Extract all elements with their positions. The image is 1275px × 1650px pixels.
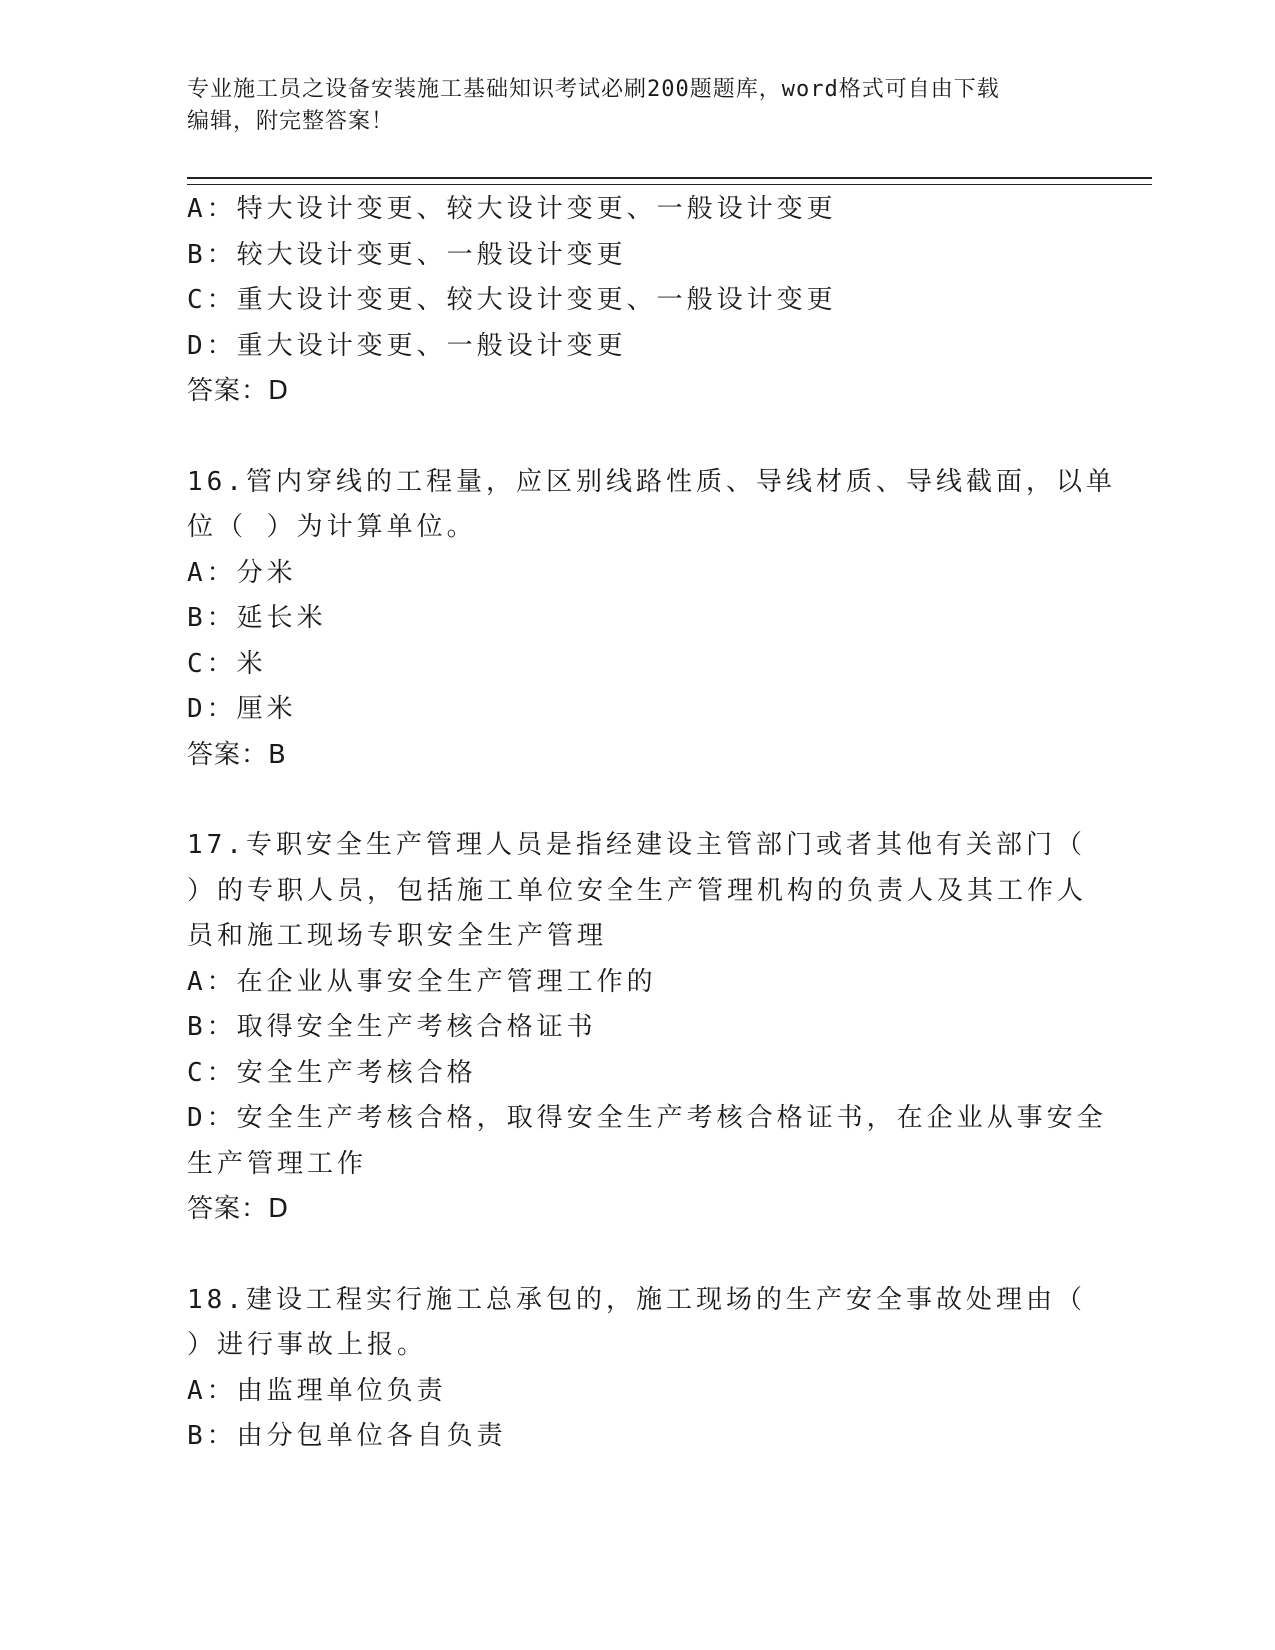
question-15 (187, 187, 1147, 415)
question-16 (187, 460, 1147, 779)
header-divider (187, 177, 1152, 185)
option-c: C：安全生产考核合格 (187, 1057, 477, 1088)
option-d: D：安全生产考核合格，取得安全生产考核合格证书，在企业从事安全 (187, 1103, 1107, 1133)
question-stem-line: 位（ ）为计算单位。 (187, 512, 477, 542)
question-stem-line: 16.管内穿线的工程量，应区别线路性质、导线材质、导线截面，以单 (187, 466, 1116, 497)
document-header (187, 74, 1087, 138)
header-title-line-2: 编辑，附完整答案！ (187, 109, 395, 134)
answer-line: 答案：D (187, 1194, 290, 1224)
question-stem-line: ）进行事故上报。 (187, 1330, 428, 1360)
option-a: A：在企业从事安全生产管理工作的 (187, 966, 657, 997)
option-d: D：重大设计变更、一般设计变更 (187, 330, 627, 361)
question-stem-line: 18.建设工程实行施工总承包的，施工现场的生产安全事故处理由（ (187, 1284, 1086, 1315)
question-stem-line: 员和施工现场专职安全生产管理 (187, 921, 608, 951)
option-b: B：延长米 (187, 603, 327, 633)
header-title-line-1: 专业施工员之设备安装施工基础知识考试必刷200题题库，word格式可自由下载 (187, 77, 1000, 102)
question-stem-line: ）的专职人员，包括施工单位安全生产管理机构的负责人及其工作人 (187, 875, 1088, 906)
option-b: B：较大设计变更、一般设计变更 (187, 239, 627, 270)
question-spacer (187, 415, 1147, 460)
question-spacer (187, 778, 1147, 823)
option-a: A：特大设计变更、较大设计变更、一般设计变更 (187, 194, 837, 224)
question-spacer (187, 1233, 1147, 1278)
option-c: C：米 (187, 648, 267, 679)
question-stem-line: 17.专职安全生产管理人员是指经建设主管部门或者其他有关部门（ (187, 830, 1086, 860)
option-b: B：取得安全生产考核合格证书 (187, 1012, 597, 1042)
option-a: A：由监理单位负责 (187, 1375, 447, 1406)
question-list (187, 187, 1147, 1460)
option-c: C：重大设计变更、较大设计变更、一般设计变更 (187, 285, 837, 315)
answer-line: 答案：B (187, 739, 287, 770)
option-d-continued: 生产管理工作 (187, 1148, 368, 1179)
question-18 (187, 1278, 1147, 1460)
option-b: B：由分包单位各自负责 (187, 1421, 507, 1451)
answer-line: 答案：D (187, 376, 290, 406)
option-a: A：分米 (187, 557, 297, 588)
option-d: D：厘米 (187, 694, 297, 724)
question-17 (187, 823, 1147, 1233)
